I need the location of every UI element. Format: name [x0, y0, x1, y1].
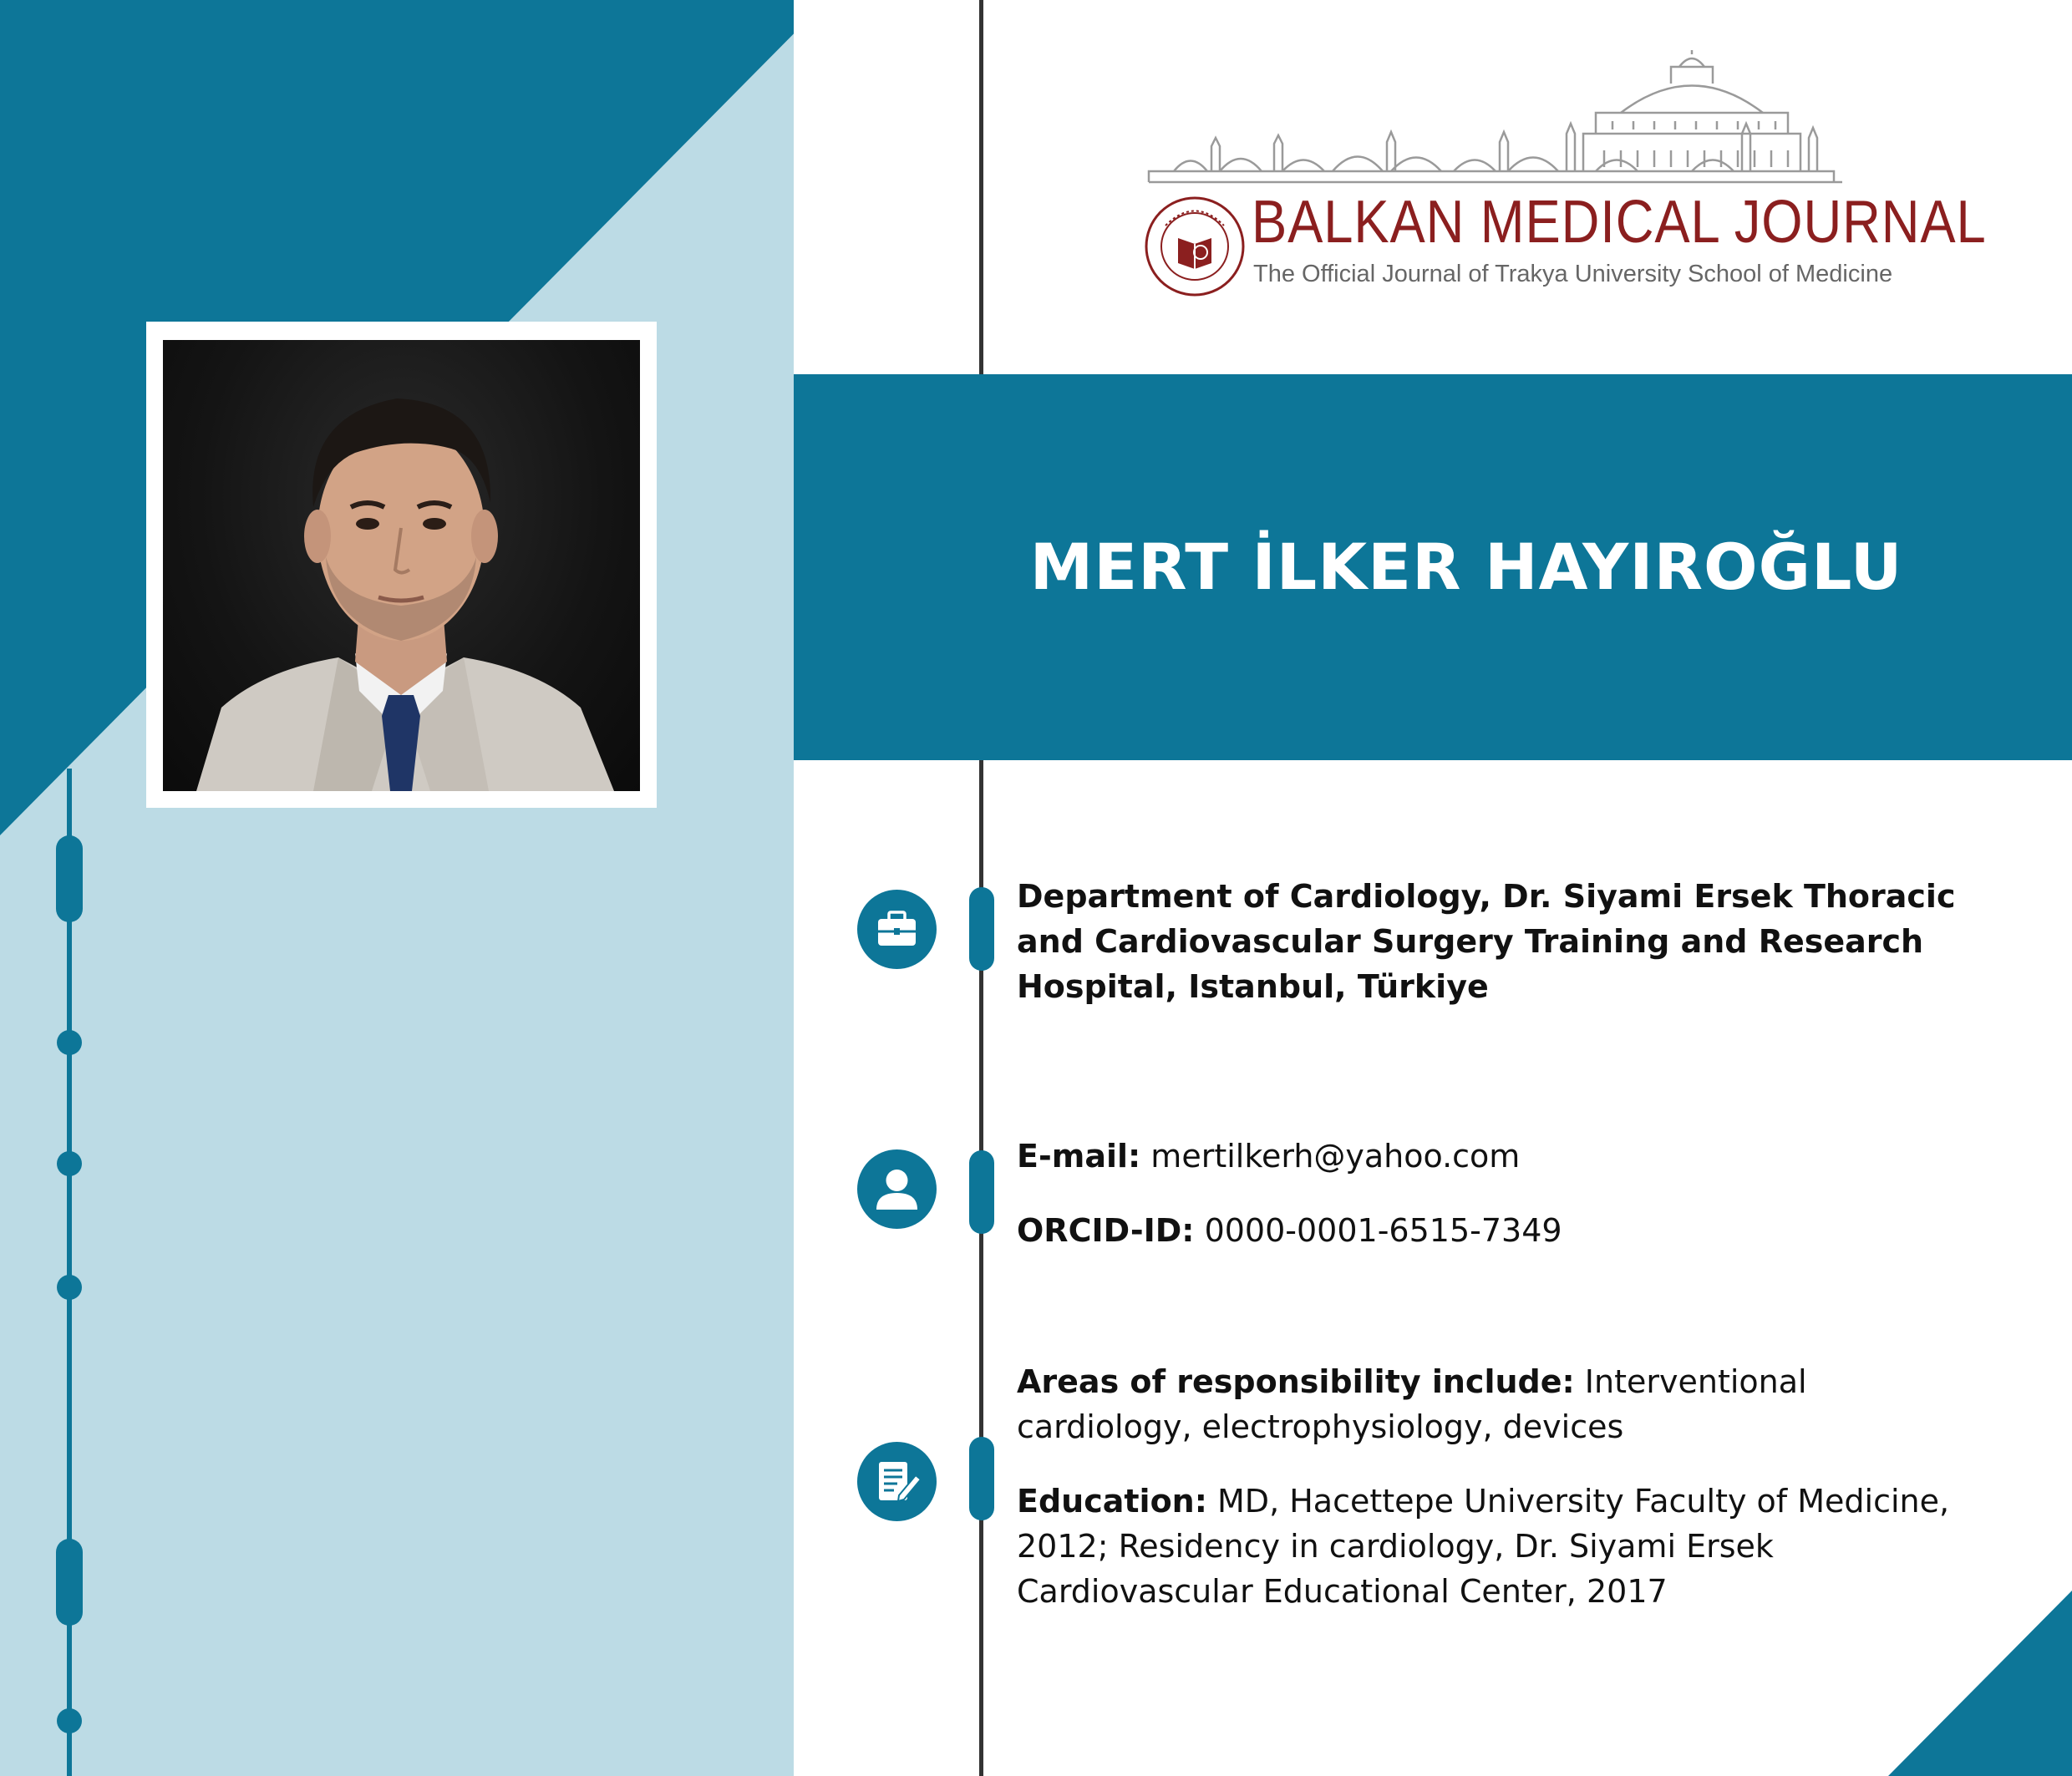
journal-title: BALKAN MEDICAL JOURNAL — [1252, 189, 1987, 256]
journal-logo — [1140, 50, 1987, 301]
orcid-label: ORCID-ID: — [1017, 1212, 1195, 1249]
email-line — [1017, 1134, 1978, 1179]
left-timeline-dot — [57, 1708, 82, 1733]
email-value[interactable]: mertilkerh@yahoo.com — [1140, 1138, 1521, 1175]
email-label: E-mail: — [1017, 1138, 1141, 1175]
photo-frame — [146, 322, 657, 808]
left-timeline-dot — [57, 1030, 82, 1055]
journal-subtitle: The Official Journal of Trakya University School of Medicine — [1253, 261, 1893, 287]
left-timeline-pill — [56, 1539, 83, 1626]
areas-value: Interventional cardiology, electrophysiology, devices — [1017, 1363, 1807, 1445]
timeline-pill — [969, 887, 994, 971]
timeline-pill — [969, 1150, 994, 1234]
education-value: MD, Hacettepe University Faculty of Medicine, 2012; Residency in cardiology, Dr. Siyami Ersek Cardiovascular Educational Center, 2017 — [1017, 1483, 1950, 1610]
university-skyline-icon — [1140, 50, 1851, 192]
left-decorative-panel — [0, 0, 794, 1776]
document-edit-icon — [857, 1442, 937, 1521]
left-timeline-dot — [57, 1151, 82, 1176]
affiliation-text: Department of Cardiology, Dr. Siyami Ersek Thoracic and Cardiovascular Surgery Training and Research Hospital, Istanbul, Türkiye — [1017, 878, 1956, 1005]
corner-triangle — [1888, 1591, 2072, 1776]
education-label: Education: — [1017, 1483, 1207, 1520]
briefcase-icon — [857, 890, 937, 969]
orcid-line — [1017, 1208, 1978, 1253]
timeline-pill — [969, 1437, 994, 1520]
portrait-illustration — [163, 340, 640, 791]
user-icon — [857, 1149, 937, 1229]
left-timeline-pill — [56, 835, 83, 922]
portrait-photo — [163, 340, 640, 791]
person-name: MERT İLKER HAYIROĞLU — [1029, 530, 1903, 604]
center-timeline-line-top — [979, 0, 983, 374]
orcid-value[interactable]: 0000-0001-6515-7349 — [1194, 1212, 1562, 1249]
areas-text — [1017, 1359, 1978, 1449]
left-timeline-dot — [57, 1275, 82, 1300]
areas-label: Areas of responsibility include: — [1017, 1363, 1575, 1400]
name-banner — [794, 374, 2072, 760]
journal-seal-icon — [1140, 192, 1249, 301]
education-text — [1017, 1479, 1978, 1614]
